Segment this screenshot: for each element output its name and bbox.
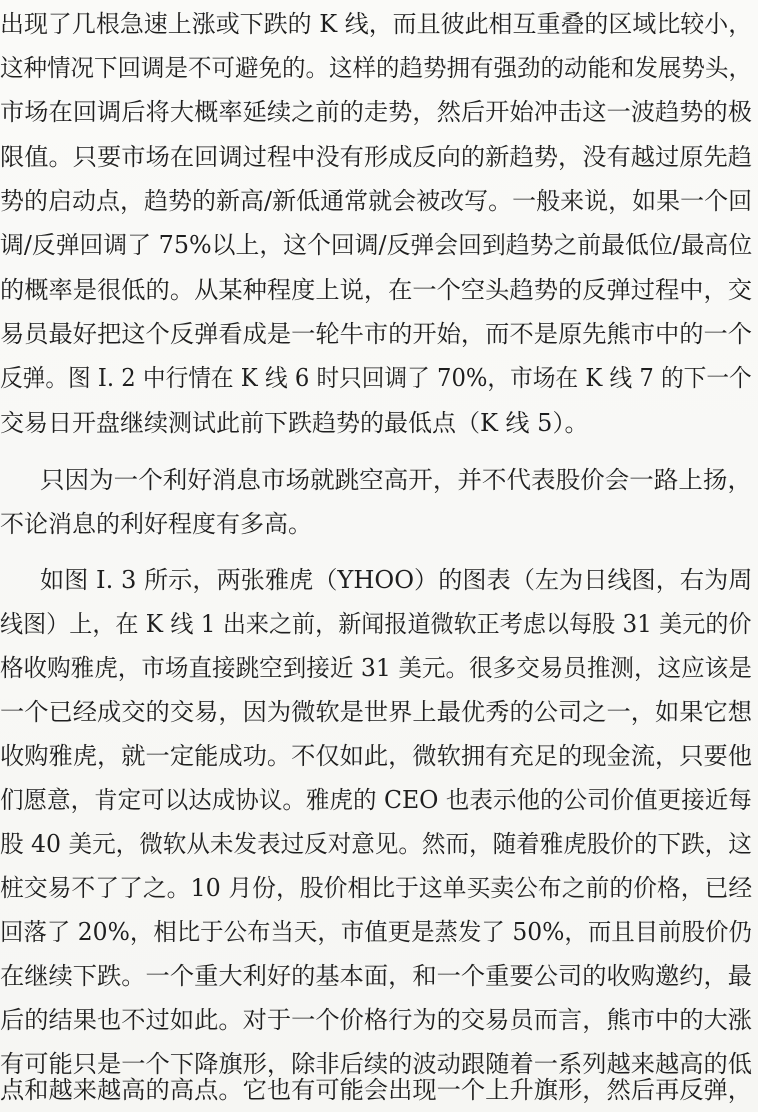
text-line: 收购雅虎，就一定能成功。不仅如此，微软拥有充足的现金流，只要他 [0, 742, 753, 770]
paragraph-first-line: 如图 I. 3 所示，两张雅虎（YHOO）的图表（左为日线图，右为周 [40, 566, 753, 594]
text-line: 点和越来越高的高点。它也有可能会出现一个上升旗形，然后再反弹， [0, 1076, 753, 1104]
text-line: 线图）上，在 K 线 1 出来之前，新闻报道微软正考虑以每股 31 美元的价 [0, 610, 752, 638]
text-line: 调/反弹回调了 75%以上，这个回调/反弹会回到趋势之前最低位/最高位 [0, 231, 753, 259]
text-line: 这种情况下回调是不可避免的。这样的趋势拥有强劲的动能和发展势头， [0, 54, 753, 82]
paragraph-first-line: 只因为一个利好消息市场就跳空高开，并不代表股价会一路上扬， [40, 466, 753, 494]
text-line: 势的启动点，趋势的新高/新低通常就会被改写。一般来说，如果一个回 [0, 187, 753, 215]
text-line: 有可能只是一个下降旗形，除非后续的波动跟随着一系列越来越高的低 [0, 1050, 753, 1078]
text-line: 们愿意，肯定可以达成协议。雅虎的 CEO 也表示他的公司价值更接近每 [0, 786, 752, 814]
text-line: 易员最好把这个反弹看成是一轮牛市的开始，而不是原先熊市中的一个 [0, 320, 753, 348]
text-line: 回落了 20%，相比于公布当天，市值更是蒸发了 50%，而且目前股价仍 [0, 918, 752, 946]
text-line: 一个已经成交的交易，因为微软是世界上最优秀的公司之一，如果它想 [0, 698, 753, 726]
text-line: 在继续下跌。一个重大利好的基本面，和一个重要公司的收购邀约，最 [0, 962, 753, 990]
text-line: 股 40 美元，微软从未发表过反对意见。然而，随着雅虎股价的下跌，这 [0, 830, 752, 858]
text-line: 后的结果也不过如此。对于一个价格行为的交易员而言，熊市中的大涨 [0, 1006, 753, 1034]
text-line: 反弹。图 I. 2 中行情在 K 线 6 时只回调了 70%，市场在 K 线 7 的下一个 [0, 364, 752, 392]
text-line: 格收购雅虎，市场直接跳空到接近 31 美元。很多交易员推测，这应该是 [0, 654, 752, 682]
text-line: 交易日开盘继续测试此前下跌趋势的最低点（K 线 5）。 [0, 409, 589, 437]
text-line: 的概率是很低的。从某种程度上说，在一个空头趋势的反弹过程中，交 [0, 276, 753, 304]
text-line: 出现了几根急速上涨或下跌的 K 线，而且彼此相互重叠的区域比较小， [0, 10, 753, 38]
text-line: 市场在回调后将大概率延续之前的走势，然后开始冲击这一波趋势的极 [0, 98, 753, 126]
text-line: 限值。只要市场在回调过程中没有形成反向的新趋势，没有越过原先趋 [0, 143, 753, 171]
text-line: 不论消息的利好程度有多高。 [0, 510, 312, 538]
text-line: 桩交易不了了之。10 月份，股价相比于这单买卖公布之前的价格，已经 [0, 874, 753, 902]
